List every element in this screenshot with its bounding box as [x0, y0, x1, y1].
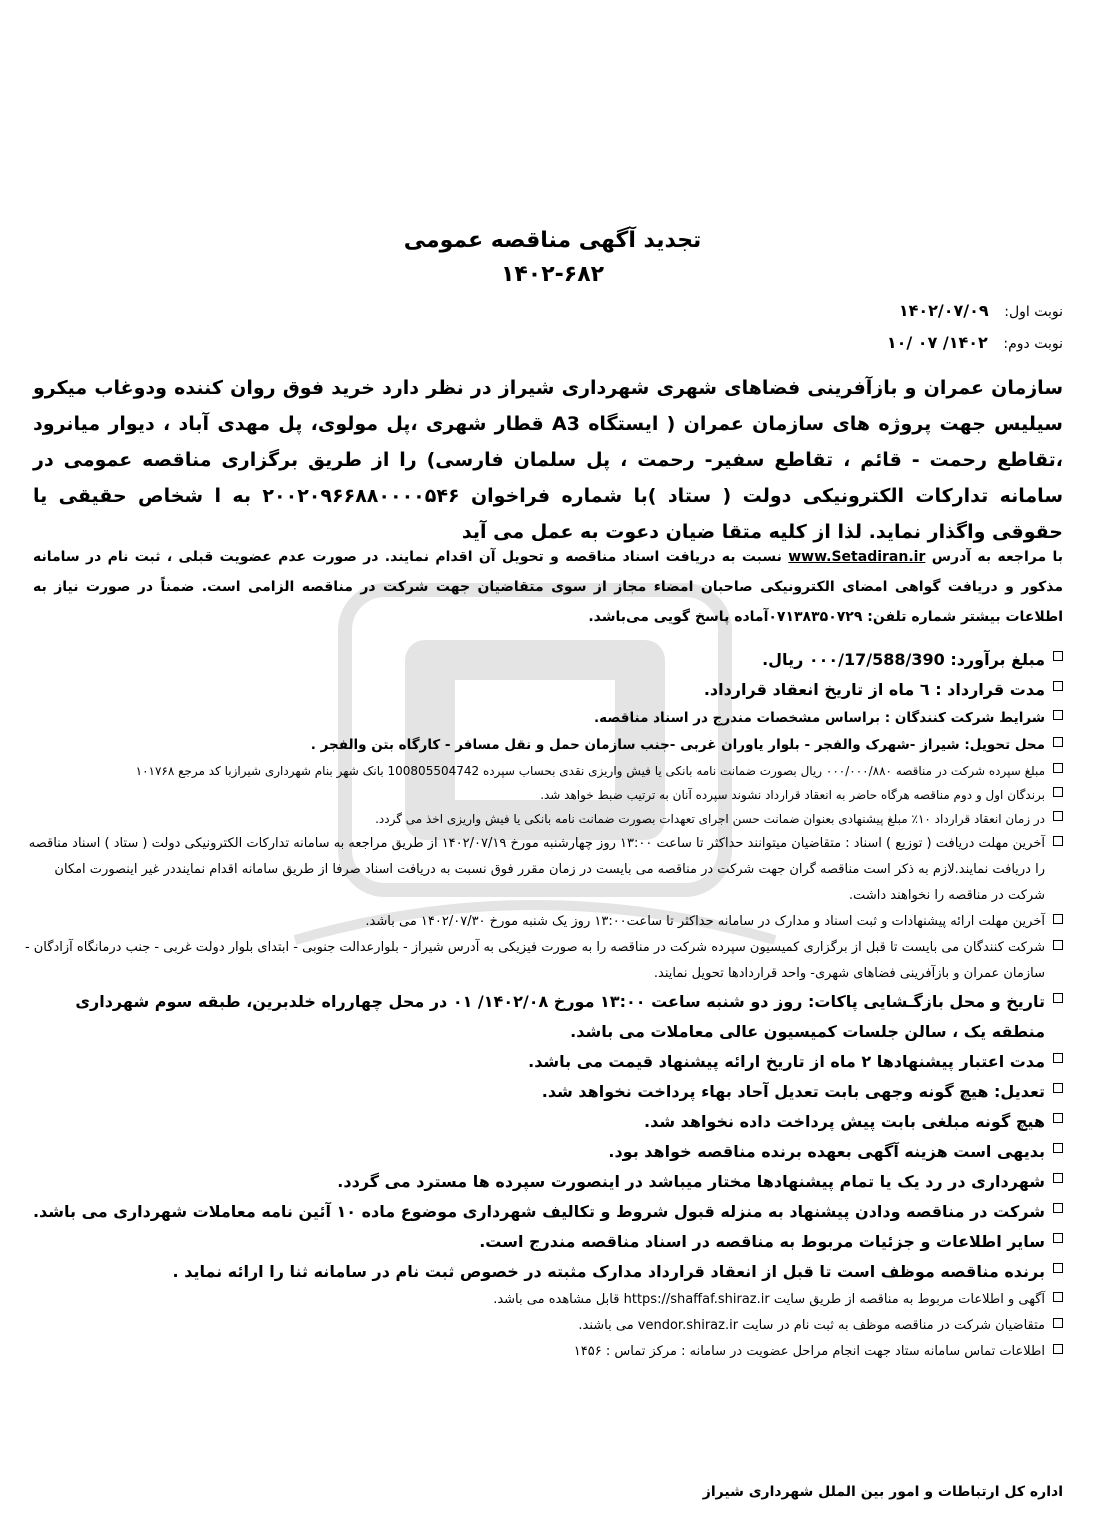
- list-item-bid-deadline: آخرین مهلت ارائه پیشنهادات و ثبت اسناد و مدارک در سامانه حداکثر تا ساعت۱۳:۰۰ روز یک شنبه مورخ ۱۴۰۲/۰۷/۳۰ می باشد.: [23, 909, 1063, 935]
- checkbox-square-icon: [1053, 710, 1063, 720]
- checkbox-square-icon: [1053, 681, 1063, 691]
- list-item-contact: اطلاعات تماس سامانه ستاد جهت انجام مراحل عضویت در سامانه : مرکز تماس : ۱۴۵۶: [23, 1339, 1063, 1365]
- list-item-shaffaf-site: آگهی و اطلاعات مربوط به مناقصه از طریق سایت https://shaffaf.shiraz.ir قابل مشاهده می باشد.: [23, 1287, 1063, 1313]
- second-round-date: ۱۴۰۲/ ۰۷ /۱۰: [886, 333, 988, 352]
- list-item-doc-deadline: آخرین مهلت دریافت ( توزیع ) اسناد : متقاضیان میتوانند حداکثر تا ساعت ۱۳:۰۰ روز چهارشنبه مورخ ۱۴۰۲/۰۷/۱۹ از طریق مراجعه به سامانه تدارکات الکترونیکی دولت ( ستاد ) اسناد مناقصه را دریافت نمایند.لازم به ذکر است مناقصه گران جهت شرکت در مناقصه می بایست در زمان مقرر فوق نسبت به دریافت اسناد صرفا از طریق سامانه اقدام نماینددر غیر اینصورت امکان شرکت در مناقصه را نخواهند داشت.: [23, 831, 1063, 909]
- list-item-other-info: سایر اطلاعات و جزئیات مربوط به مناقصه در اسناد مناقصه مندرج است.: [23, 1227, 1063, 1257]
- intro-text-after-link: نسبت به دریافت اسناد مناقصه و تحویل آن اقدام نمایند. در صورت عدم عضویت قبلی ، ثبت نام در سامانه مذکور و دریافت گواهی امضای الکترونیکی صاحبان امضاء مجاز از سوی متقاضیان جهت شرکت در مناقصه الزامی است. ضمناً در صورت نیاز به اطلاعات بیشتر شماره تلفن: ۰۷۱۳۸۳۵۰۷۲۹آماده پاسخ گویی می‌باشد.: [33, 549, 1063, 625]
- list-item-physical-deposit: شرکت کنندگان می بایست تا قبل از برگزاری کمیسیون سپرده شرکت در مناقصه را به صورت فیزیکی به آدرس شیراز - بلوارعدالت جنوبی - ابتدای بلوار دولت غربی - جنب درمانگاه آزادگان - سازمان عمران و بازآفرینی فضاهای شهری- واحد قراردادها تحویل نمایند.: [23, 935, 1063, 987]
- list-item-estimate: مبلغ برآورد: ۰۰۰/17/588/390 ریال.: [23, 645, 1063, 675]
- checkbox-square-icon: [1053, 940, 1063, 950]
- list-item-validity: مدت اعتبار پیشنهادها ۲ ماه از تاریخ ارائه پیشنهاد قیمت می باشد.: [23, 1047, 1063, 1077]
- checkbox-square-icon: [1053, 1143, 1063, 1153]
- list-item-participants: شرایط شرکت کنندگان : براساس مشخصات مندرج در اسناد مناقصه.: [23, 705, 1063, 732]
- list-item-deposit: مبلغ سپرده شرکت در مناقصه ۰۰۰/۰۰۰/۸۸۰ ریال بصورت ضمانت نامه بانکی یا فیش واریزی نقدی بحساب سپرده 100805504742 بانک شهر بنام شهرداری شیرازبا کد مرجع ۱۰۱۷۶۸: [23, 759, 1063, 783]
- checkbox-square-icon: [1053, 1113, 1063, 1123]
- first-round-date: ۱۴۰۲/۰۷/۰۹: [898, 301, 989, 320]
- first-round: [899, 301, 1063, 320]
- list-item-guarantee: در زمان انعقاد قرارداد ۱۰٪ مبلغ پیشنهادی بعنوان ضمانت حسن اجرای تعهدات بصورت ضمانت نامه بانکی یا فیش واریزی اخذ می گردد.: [23, 807, 1063, 831]
- checkbox-square-icon: [1053, 1083, 1063, 1093]
- list-item-delivery: محل تحویل: شیراز -شهرک والفجر - بلوار یاوران غربی -جنب سازمان حمل و نقل مسافر - کارگاه بتن والفجر .: [23, 732, 1063, 759]
- list-item-opening: تاریخ و محل بازگـشایی پاکات: روز دو شنبه ساعت ۱۳:۰۰ مورخ ۱۴۰۲/۰۸/ ۰۱ در محل چهارراه خلدبرین، طبقه سوم شهرداری منطقه یک ، سالن جلسات کمیسیون عالی معاملات می باشد.: [23, 987, 1063, 1047]
- checkbox-square-icon: [1053, 1173, 1063, 1183]
- checkbox-square-icon: [1053, 1292, 1063, 1302]
- checkbox-square-icon: [1053, 811, 1063, 821]
- checkbox-square-icon: [1053, 1318, 1063, 1328]
- list-item-winners: برندگان اول و دوم مناقصه هرگاه حاضر به انعقاد قرارداد نشوند سپرده آنان به ترتیب ضبط خواهد شد.: [23, 783, 1063, 807]
- checkbox-square-icon: [1053, 1263, 1063, 1273]
- second-round-label: نوبت دوم:: [1003, 336, 1063, 352]
- list-item-adjustment: تعدیل: هیچ گونه وجهی بابت تعدیل آحاد بهاء پرداخت نخواهد شد.: [23, 1077, 1063, 1107]
- checkbox-square-icon: [1053, 1233, 1063, 1243]
- checkbox-square-icon: [1053, 1053, 1063, 1063]
- list-item-duration: مدت قرارداد : ٦ ماه از تاریخ انعقاد قرارداد.: [23, 675, 1063, 705]
- issuer-footer: اداره کل ارتباطات و امور بین الملل شهرداری شیراز: [702, 1484, 1063, 1500]
- checkbox-square-icon: [1053, 737, 1063, 747]
- page-title: تجدید آگهی مناقصه عمومی: [403, 228, 702, 253]
- first-round-label: نوبت اول:: [1004, 304, 1063, 320]
- list-item-rejection: شهرداری در رد یک یا تمام پیشنهادها مختار میباشد در اینصورت سپرده ها مسترد می گردد.: [23, 1167, 1063, 1197]
- checkbox-square-icon: [1053, 914, 1063, 924]
- conditions-list: [23, 645, 1063, 1365]
- list-item-ad-cost: بدیهی است هزینه آگهی بعهده برنده مناقصه خواهد بود.: [23, 1137, 1063, 1167]
- checkbox-square-icon: [1053, 651, 1063, 661]
- checkbox-square-icon: [1053, 787, 1063, 797]
- setadiran-link[interactable]: www.Setadiran.ir: [788, 549, 926, 565]
- checkbox-square-icon: [1053, 1344, 1063, 1354]
- intro-paragraph-continued: [33, 542, 1063, 632]
- checkbox-square-icon: [1053, 1203, 1063, 1213]
- list-item-acceptance: شرکت در مناقصه ودادن پیشنهاد به منزله قبول شروط و تکالیف شهرداری موضوع ماده ۱۰ آئین نامه معاملات شهرداری می باشد.: [23, 1197, 1063, 1227]
- second-round: [887, 333, 1063, 352]
- list-item-vendor-site: متقاضیان شرکت در مناقصه موظف به ثبت نام در سایت vendor.shiraz.ir می باشند.: [23, 1313, 1063, 1339]
- intro-paragraph: سازمان عمران و بازآفرینی فضاهای شهری شهرداری شیراز در نظر دارد خرید فوق روان کننده ودوغاب میکرو سیلیس جهت پروژه های سازمان عمران ( ایستگاه A3 قطار شهری ،پل مولوی، پل مهدی آباد ، دیوار میانرود ،تقاطع رحمت - قائم ، تقاطع سفیر- رحمت ، پل سلمان فارسی) را از طریق برگزاری مناقصه عمومی در سامانه تدارکات الکترونیکی دولت ( ستاد )با شماره فراخوان ۲۰۰۲۰۹۶۶۸۸۰۰۰۰۵۴۶ به ا شخاص حقیقی یا حقوقی واگذار نماید. لذا از کلیه متقا ضیان دعوت به عمل می آید: [33, 377, 1064, 543]
- list-item-prepayment: هیچ گونه مبلغی بابت پیش پرداخت داده نخواهد شد.: [23, 1107, 1063, 1137]
- checkbox-square-icon: [1053, 836, 1063, 846]
- checkbox-square-icon: [1053, 763, 1063, 773]
- intro-text-before-link: با مراجعه به آدرس: [931, 549, 1064, 565]
- checkbox-square-icon: [1053, 993, 1063, 1003]
- list-item-sana: برنده مناقصه موظف است تا قبل از انعقاد قرارداد مدارک مثبته در خصوص ثبت نام در سامانه ثنا را ارائه نماید .: [23, 1257, 1063, 1287]
- tender-number: ۱۴۰۲-۶۸۲: [500, 262, 605, 287]
